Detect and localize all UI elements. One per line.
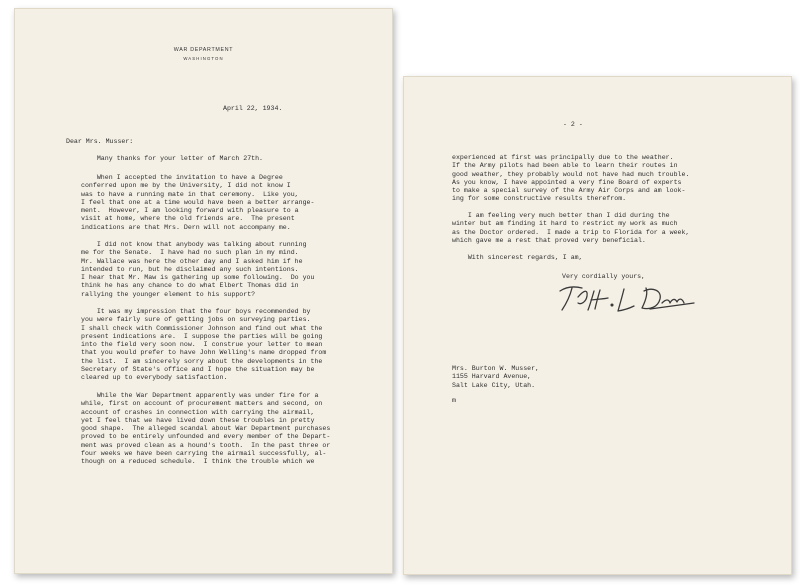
text-line: indications are that Mrs. Dern will not accompany me. — [81, 223, 291, 231]
text-line: cleared up to everybody satisfaction. — [81, 374, 228, 382]
letter-page-2 — [403, 76, 792, 575]
text-line: to make a special survey of the Army Air Corps and am look- — [452, 187, 686, 195]
letter-date: April 22, 1934. — [223, 105, 283, 112]
text-line: though on a reduced schedule. I think the trouble which we — [81, 458, 315, 466]
letter-page-1 — [14, 8, 393, 574]
text-line: It was my impression that the four boys recommended by — [81, 308, 311, 315]
text-line: With sincerest regards, I am, — [452, 254, 583, 261]
text-line: Salt Lake City, Utah. — [452, 381, 536, 389]
typist-initial: m — [452, 397, 456, 404]
text-line: as the Doctor ordered. I made a trip to Florida for a week, — [452, 228, 690, 236]
text-line: me for the Senate. I have had no such plan in my mind. — [81, 249, 299, 257]
text-line: while, first on account of procurement matters and second, on — [81, 400, 323, 408]
paragraph — [452, 254, 583, 262]
text-line: the list. I am sincerely sorry about the developments in the — [81, 357, 323, 365]
paragraph — [81, 241, 314, 299]
text-line: think he has any chance to do what Elbert Thomas did in — [81, 282, 299, 290]
text-line: winter but am finding it hard to restrict my work as much — [452, 220, 678, 228]
text-line: I hear that Mr. Maw is gathering up some following. Do you — [81, 274, 315, 282]
text-line: proved to be entirely unfounded and every member of the Depart- — [81, 433, 331, 441]
text-line: Mr. Wallace was here the other day and I asked him if he — [81, 257, 303, 265]
text-line: I am feeling very much better than I did during the — [452, 212, 670, 219]
text-line: I did not know that anybody was talking about running — [81, 241, 307, 248]
text-line: intended to run, but he disclaimed any such intentions. — [81, 265, 299, 273]
text-line: experienced at first was principally due to the weather. — [452, 154, 674, 161]
closing: Very cordially yours, — [562, 273, 646, 280]
paragraph — [81, 174, 314, 232]
text-line: which gave me a rest that proved very beneficial. — [452, 236, 646, 244]
text-line: If the Army pilots had been able to learn their routes in — [452, 162, 678, 170]
text-line: four weeks we have been carrying the airmail successfully, al- — [81, 450, 327, 458]
text-line: you were fairly sure of getting jobs on surveying parties. — [81, 316, 311, 324]
text-line: ment. However, I am looking forward with pleasure to a — [81, 207, 299, 215]
paragraph — [452, 212, 689, 245]
text-line: good shape. The alleged scandal about War Department purchases — [81, 425, 331, 433]
letterhead-city: WASHINGTON — [183, 56, 224, 61]
recipient-address — [452, 365, 539, 390]
text-line: I shall check with Commissioner Johnson and find out what the — [81, 324, 323, 332]
text-line: account of crashes in connection with carrying the airmail, — [81, 408, 315, 416]
paragraph — [81, 308, 326, 383]
page-number: - 2 - — [563, 121, 583, 128]
text-line: While the War Department apparently was under fire for a — [81, 392, 319, 399]
text-line: visit at home, where the old friends are. The present — [81, 215, 295, 223]
text-line: Secretary of State's office and I hope the situation may be — [81, 366, 315, 374]
signature-image — [554, 281, 704, 315]
salutation: Dear Mrs. Musser: — [66, 138, 134, 145]
text-line: that you would prefer to have John Welling's name dropped from — [81, 349, 327, 357]
text-line: I feel that one at a time would have been a better arrange- — [81, 198, 315, 206]
paragraph — [452, 154, 689, 204]
text-line: ment was proved clean as a hound's tooth. In the past three or — [81, 441, 331, 449]
text-line: was to have a running mate in that ceremony. Like you, — [81, 190, 299, 198]
text-line: rallying the younger element to his support? — [81, 290, 256, 298]
text-line: good weather, they probably would not have had much trouble. — [452, 170, 690, 178]
text-line: ing for some constructive results therefrom. — [452, 195, 627, 203]
letterhead-department: WAR DEPARTMENT — [173, 47, 234, 53]
text-line: As you know, I have appointed a very fine Board of experts — [452, 178, 682, 186]
text-line: present indications are. I suppose the parties will be going — [81, 332, 323, 340]
paragraph — [81, 155, 263, 163]
text-line: yet I feel that we have lived down these troubles in pretty — [81, 416, 315, 424]
text-line: When I accepted the invitation to have a Degree — [81, 174, 283, 181]
text-line: 1155 Harvard Avenue, — [452, 373, 532, 381]
text-line: into the field very soon now. I construe your letter to mean — [81, 341, 323, 349]
paragraph — [81, 392, 330, 467]
text-line: Mrs. Burton W. Musser, — [452, 365, 540, 372]
text-line: Many thanks for your letter of March 27th. — [81, 155, 264, 162]
text-line: conferred upon me by the University, I did not know I — [81, 182, 291, 190]
